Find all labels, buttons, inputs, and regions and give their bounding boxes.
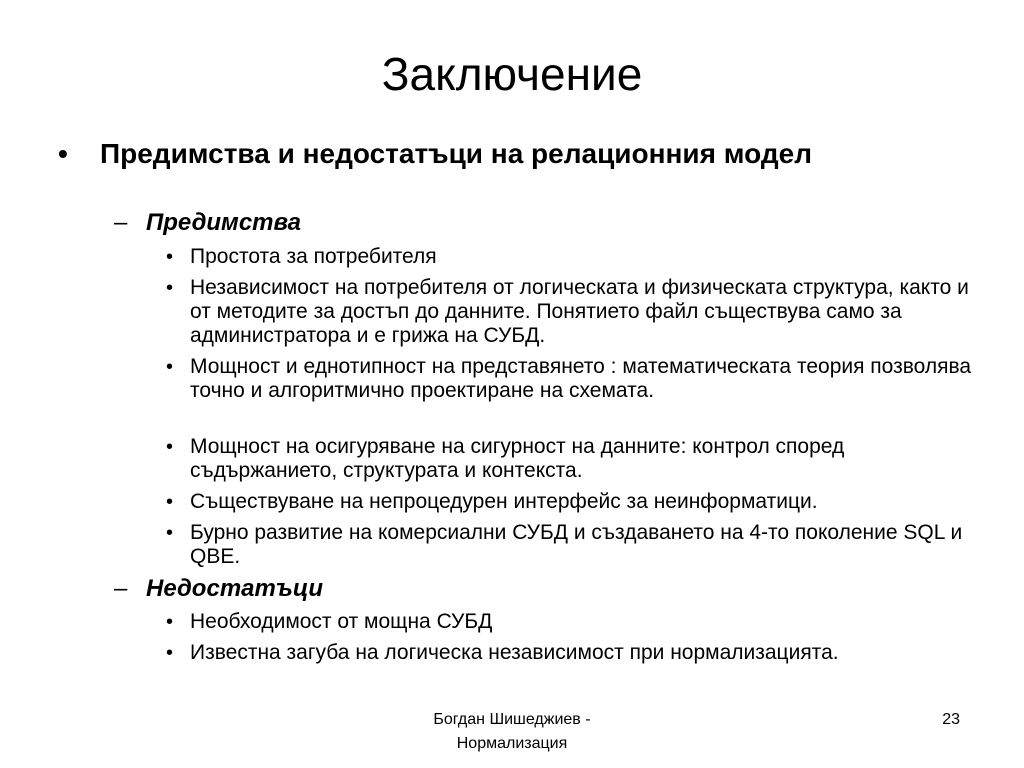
main-bullet-text: Предимства и недостатъци на релационния модел bbox=[100, 138, 812, 169]
advantage-item-5: Съществуване на непроцедурен интерфейс за неинформатици. bbox=[190, 490, 818, 513]
advantage-item-6: Бурно развитие на комерсиални СУБД и създаването на 4-то поколение SQL и QBE. bbox=[190, 521, 963, 568]
footer-author-line-2: Нормализация bbox=[456, 735, 568, 752]
advantage-bullet-1: • bbox=[166, 246, 174, 268]
advantages-heading: Предимства bbox=[146, 209, 302, 236]
advantage-bullet-6: • bbox=[166, 522, 174, 544]
page-number: 23 bbox=[942, 711, 960, 728]
footer-author bbox=[362, 708, 662, 756]
advantage-bullet-4: • bbox=[166, 436, 174, 458]
advantage-item-4: Мощност на осигуряване на сигурност на данните: контрол според съдържанието, структурата и контекста. bbox=[190, 435, 845, 482]
disadvantages-heading: Недостатъци bbox=[146, 575, 323, 602]
advantage-bullet-3: • bbox=[166, 356, 174, 378]
disadvantage-bullet-1: • bbox=[166, 611, 174, 633]
footer-author-line-1: Богдан Шишеджиев - bbox=[433, 711, 591, 728]
advantage-bullet-5: • bbox=[166, 491, 174, 513]
main-bullet-marker: • bbox=[58, 138, 68, 169]
disadvantage-bullet-2: • bbox=[166, 642, 174, 664]
advantage-item-2: Независимост на потребителя от логическата и физическата структура, както и от методите за достъп до данните. Понятието файл съществува само за администратора и е грижа на СУБД. bbox=[190, 276, 969, 347]
advantages-dash: – bbox=[114, 209, 128, 236]
disadvantages-dash: – bbox=[114, 575, 128, 602]
advantage-item-1: Простота за потребителя bbox=[190, 245, 437, 268]
disadvantage-item-1: Необходимост от мощна СУБД bbox=[190, 610, 493, 633]
slide-title: Заключение bbox=[381, 48, 643, 100]
advantage-item-3: Мощност и еднотипност на представянето : математическата теория позволява точно и алгоритмично проектиране на схемата. bbox=[190, 355, 972, 402]
disadvantage-item-2: Известна загуба на логическа независимост при нормализацията. bbox=[190, 641, 839, 664]
advantage-bullet-2: • bbox=[166, 277, 174, 299]
